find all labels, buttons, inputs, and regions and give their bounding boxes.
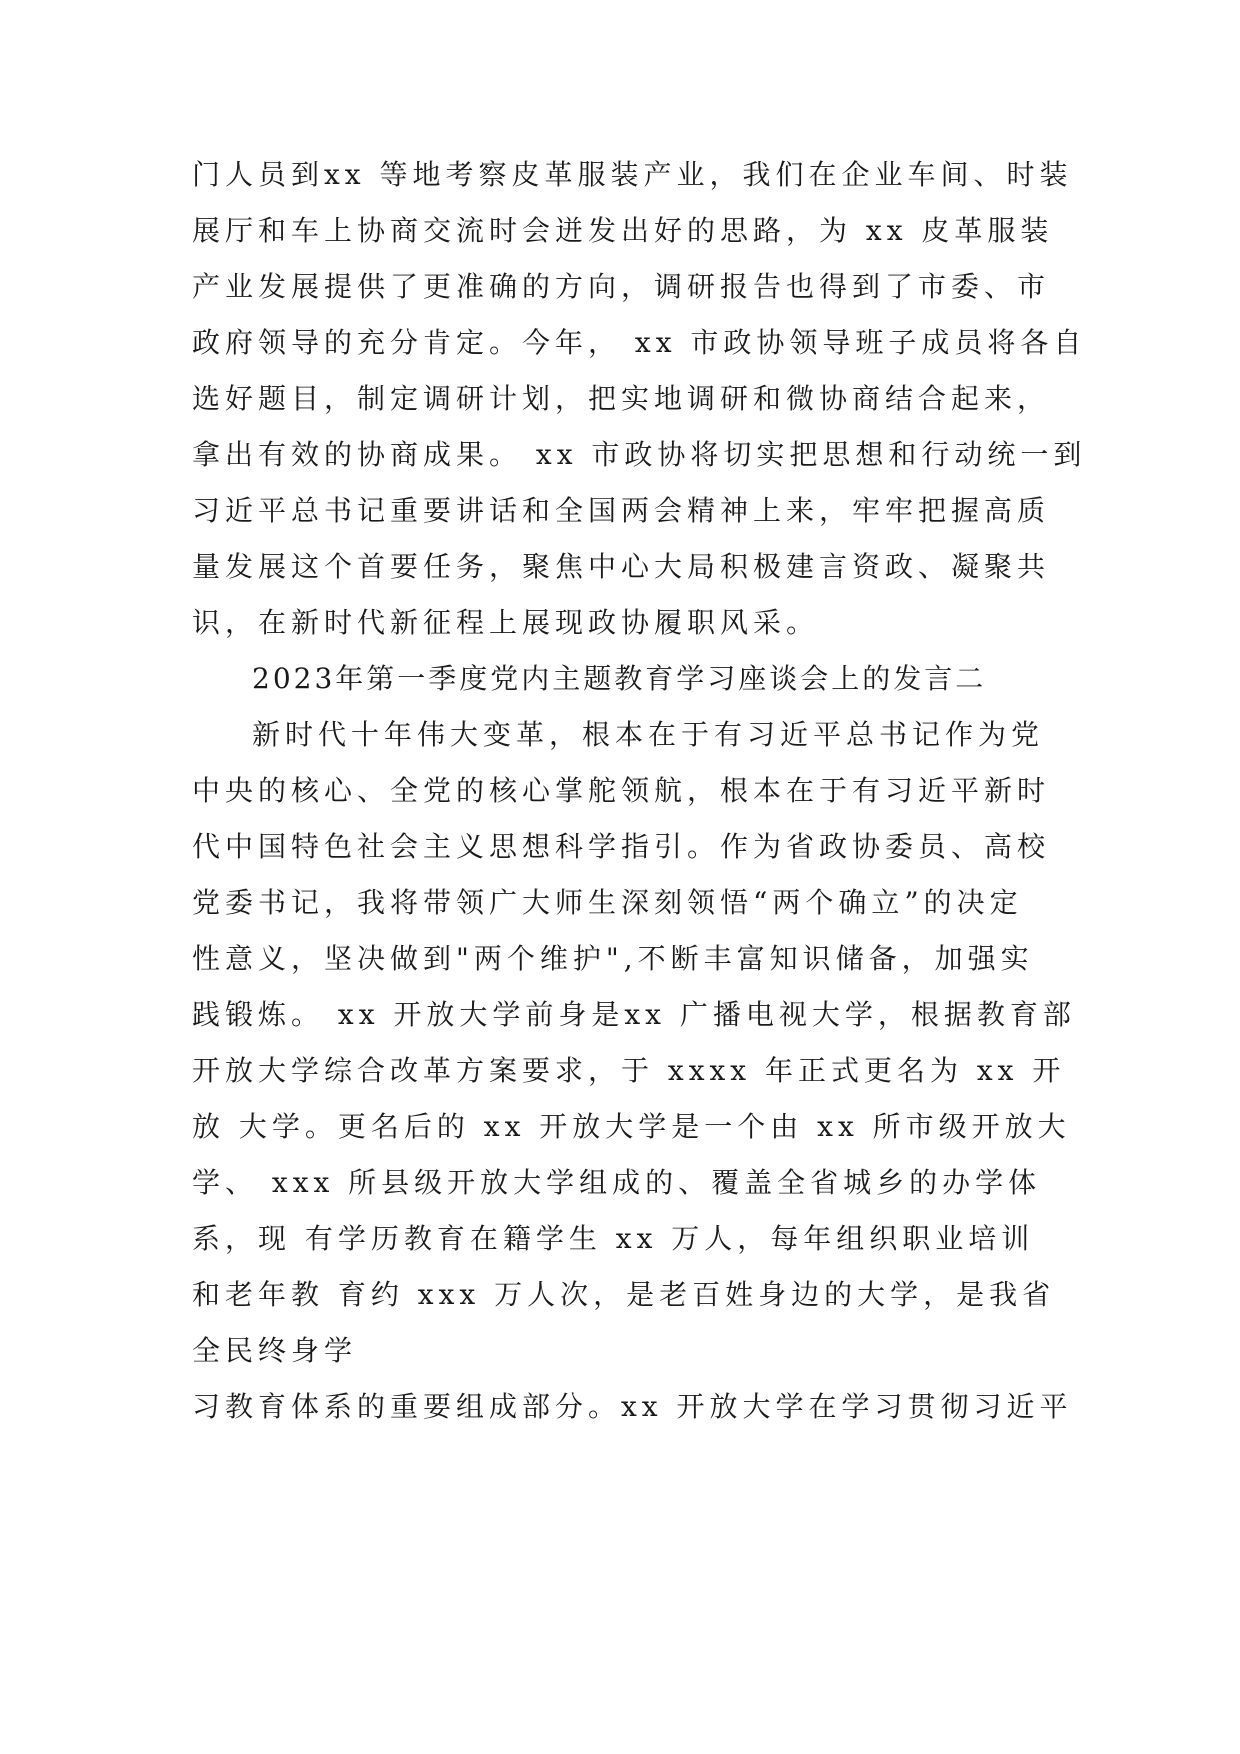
paragraph-1-line-3: 产业发展提供了更准确的方向，调研报告也得到了市委、市 [192, 270, 1051, 303]
paragraph-2-line-13: 习教育体系的重要组成部分。xx 开放大学在学习贯彻习近平 [192, 1390, 1073, 1423]
paragraph-1-line-8: 量发展这个首要任务，聚焦中心大局积极建言资政、凝聚共 [192, 550, 1051, 583]
paragraph-2-line-4: 党委书记，我将带领广大师生深刻领悟“两个确立”的决定 [192, 886, 1023, 919]
section-heading: 2023年第一季度党内主题教育学习座谈会上的发言二 [252, 662, 987, 695]
paragraph-2-line-6: 践锻炼。 xx 开放大学前身是xx 广播电视大学，根据教育部 [192, 998, 1076, 1031]
paragraph-2-line-11: 和老年教 育约 xxx 万人次，是老百姓身边的大学，是我省 [192, 1278, 1056, 1311]
paragraph-1-line-6: 拿出有效的协商成果。 xx 市政协将切实把思想和行动统一到 [192, 438, 1087, 471]
paragraph-2-line-9: 学、 xxx 所县级开放大学组成的、覆盖全省城乡的办学体 [192, 1166, 1042, 1199]
paragraph-2-line-5: 性意义，坚决做到"两个维护",不断丰富知识储备，加强实 [192, 942, 1034, 975]
paragraph-2-line-12: 全民终身学 [192, 1334, 358, 1367]
paragraph-2-line-7: 开放大学综合改革方案要求，于 xxxx 年正式更名为 xx 开 [192, 1054, 1066, 1087]
paragraph-1-line-1: 门人员到xx 等地考察皮革服装产业，我们在企业车间、时装 [192, 158, 1073, 191]
paragraph-2-line-10: 系，现 有学历教育在籍学生 xx 万人，每年组织职业培训 [192, 1222, 1035, 1255]
paragraph-1-line-7: 习近平总书记重要讲话和全国两会精神上来，牢牢把握高质 [192, 494, 1051, 527]
paragraph-2-line-8: 放 大学。更名后的 xx 开放大学是一个由 xx 所市级开放大 [192, 1110, 1071, 1143]
paragraph-1-line-5: 选好题目，制定调研计划，把实地调研和微协商结合起来， [192, 382, 1051, 415]
paragraph-2-line-2: 中央的核心、全党的核心掌舵领航，根本在于有习近平新时 [192, 774, 1051, 807]
paragraph-2-line-1: 新时代十年伟大变革，根本在于有习近平总书记作为党 [252, 718, 1045, 751]
paragraph-2-line-3: 代中国特色社会主义思想科学指引。作为省政协委员、高校 [192, 830, 1051, 863]
paragraph-1-line-4: 政府领导的充分肯定。今年， xx 市政协领导班子成员将各自 [192, 326, 1087, 359]
paragraph-1-line-9: 识，在新时代新征程上展现政协履职风采。 [192, 606, 820, 639]
paragraph-1-line-2: 展厅和车上协商交流时会迸发出好的思路，为 xx 皮革服装 [192, 214, 1054, 247]
